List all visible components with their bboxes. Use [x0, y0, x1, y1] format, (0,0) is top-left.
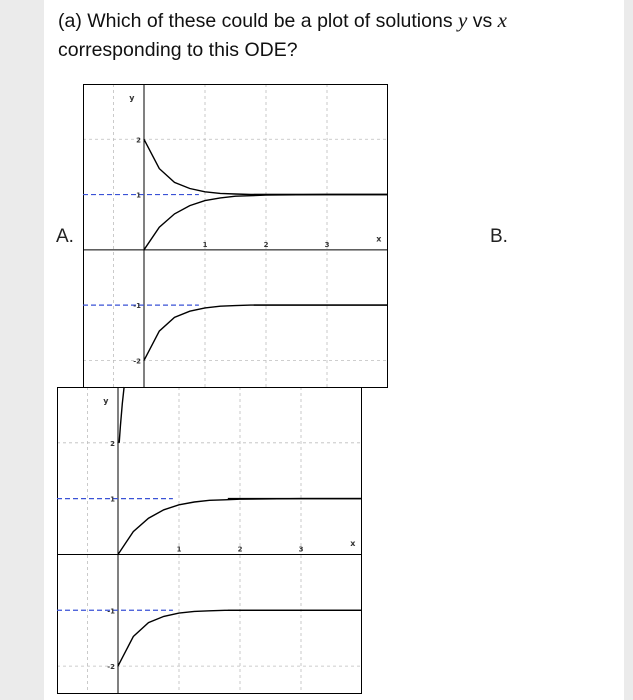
question-text [58, 6, 578, 65]
plot-a-frame [84, 85, 388, 388]
plot-b-x-tick-label: 3 [298, 545, 304, 554]
plot-a[interactable] [83, 84, 388, 388]
option-a-label[interactable]: A. [56, 226, 74, 247]
plot-b-x-tick-label: 2 [237, 545, 243, 554]
plot-b[interactable] [57, 387, 362, 694]
plot-b-y-axis-label: y [103, 396, 109, 406]
plot-b-y-tick-label: 2 [110, 439, 115, 448]
plot-a-y-axis-label: y [129, 93, 135, 103]
plot-a-x-axis-label: x [376, 234, 382, 244]
plot-a-grid [83, 84, 388, 388]
plot-b-grid [57, 387, 362, 694]
plot-b-x-axis-label: x [350, 539, 356, 549]
question-text-before: Which of these could be a plot of solutions [81, 10, 458, 32]
plot-b-y-tick-label: -2 [107, 663, 115, 672]
question-text-mid: vs [467, 10, 498, 32]
plot-a-y-tick-label: 2 [136, 136, 141, 145]
question-part: (a) [58, 10, 82, 32]
plot-a-x-tick-label: 1 [202, 240, 208, 249]
plot-a-x-tick-label: 2 [263, 240, 269, 249]
plot-b-y-tick-label: 1 [110, 495, 115, 504]
plot-b-frame [58, 388, 362, 694]
plot-b-solution-curve [119, 387, 124, 443]
plot-a-y-tick-label: -2 [133, 357, 141, 366]
plot-b-y-tick-label: -1 [107, 607, 115, 616]
plot-b-x-tick-label: 1 [176, 545, 182, 554]
plot-a-y-tick-label: 1 [136, 191, 141, 200]
question-text-after: corresponding to this ODE? [58, 39, 298, 61]
variable-y: y [457, 8, 468, 32]
plot-a-y-tick-label: -1 [133, 302, 141, 311]
option-b-label[interactable]: B. [490, 226, 508, 247]
plot-a-x-tick-label: 3 [324, 240, 330, 249]
variable-x: x [497, 8, 507, 32]
